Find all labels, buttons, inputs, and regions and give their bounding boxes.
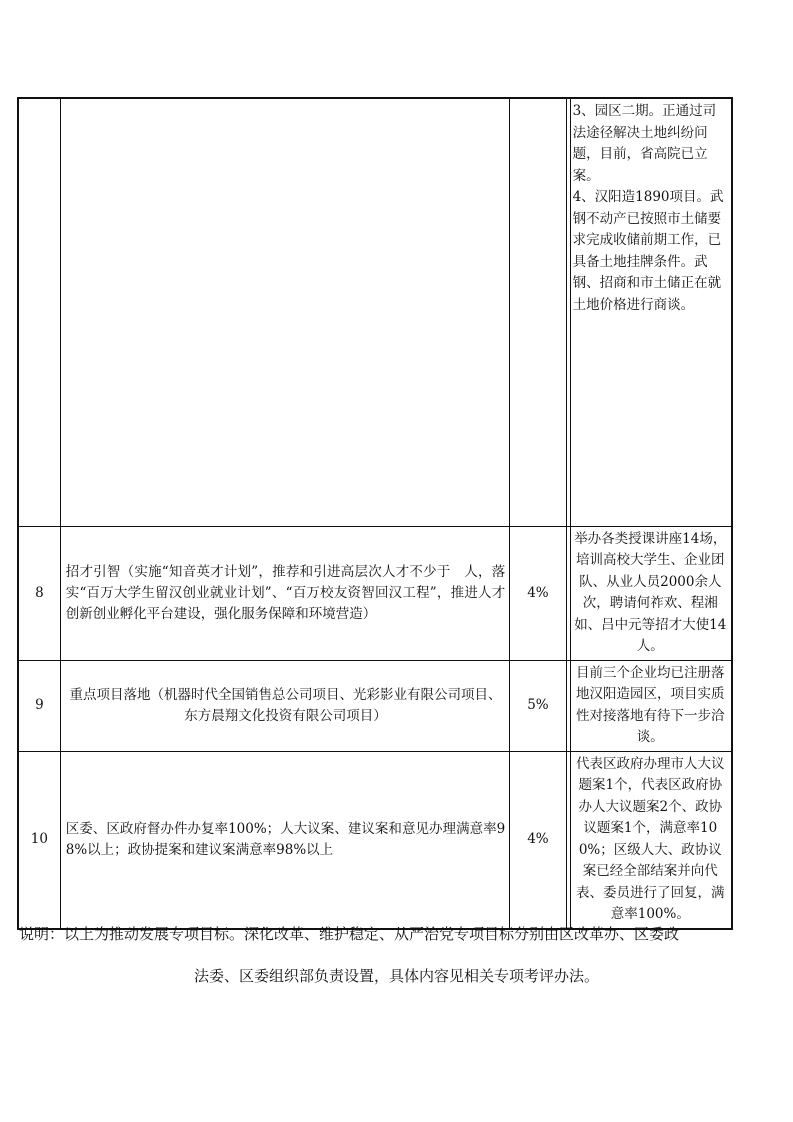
- progress-cell: [570, 526, 732, 660]
- table-row: [18, 526, 732, 660]
- progress-cell: [570, 660, 732, 751]
- progress-item: 4、汉阳造1890项目。武钢不动产已按照市土储要求完成收储前期工作，已具备土地挂牌条件。武钢、招商和市土储正在就土地价格进行商谈。: [572, 189, 724, 313]
- progress-item: 举办各类授课讲座14场，培训高校大学生、企业团队、从业人员2000余人次，聘请何祚欢、程湘如、吕中元等招才大使14人。: [574, 530, 727, 654]
- table-row: [18, 660, 732, 751]
- table-row: [18, 98, 732, 526]
- progress-item: 3、园区二期。正通过司法途径解决土地纠纷问题，目前，省高院已立案。: [572, 103, 717, 184]
- progress-cell: [570, 751, 732, 929]
- footnote-line-1: 说明：以上为推动发展专项目标。深化改革、维护稳定、从严治党专项目标分别由区改革办、区委政: [19, 925, 680, 943]
- progress-cell: [570, 98, 732, 526]
- task-cell: 重点项目落地（机器时代全国销售总公司项目、光彩影业有限公司项目、东方晨翔文化投资有限公司项目）: [60, 660, 510, 751]
- progress-item: 代表区政府办理市人大议题案1个，代表区政府协办人大议题案2个、政协议题案1个，满意率100%；区级人大、政协议案已经全部结案并向代表、委员进行了回复，满意率100%。: [576, 755, 725, 922]
- weight-cell: [510, 98, 566, 526]
- task-cell: [60, 98, 510, 526]
- footnote-line-2: 法委、区委组织部负责设置，具体内容见相关专项考评办法。: [193, 967, 599, 985]
- row-number-cell: 8: [18, 526, 60, 660]
- task-cell: 区委、区政府督办件办复率100%；人大议案、建议案和意见办理满意率98%以上；政协提案和建议案满意率98%以上: [60, 751, 510, 929]
- weight-cell: 4%: [510, 526, 566, 660]
- row-number-cell: 10: [18, 751, 60, 929]
- weight-cell: 4%: [510, 751, 566, 929]
- progress-item: 目前三个企业均已注册落地汉阳造园区，项目实质性对接落地有待下一步洽谈。: [576, 664, 725, 745]
- weight-cell: 5%: [510, 660, 566, 751]
- row-number-cell: [18, 98, 60, 526]
- row-number-cell: 9: [18, 660, 60, 751]
- target-table: [17, 97, 733, 930]
- table-row: [18, 751, 732, 929]
- task-cell: 招才引智（实施“知音英才计划”，推荐和引进高层次人才不少于 人，落实“百万大学生留汉创业就业计划”、“百万校友资智回汉工程”，推进人才创新创业孵化平台建设，强化服务保障和环境营造）: [60, 526, 510, 660]
